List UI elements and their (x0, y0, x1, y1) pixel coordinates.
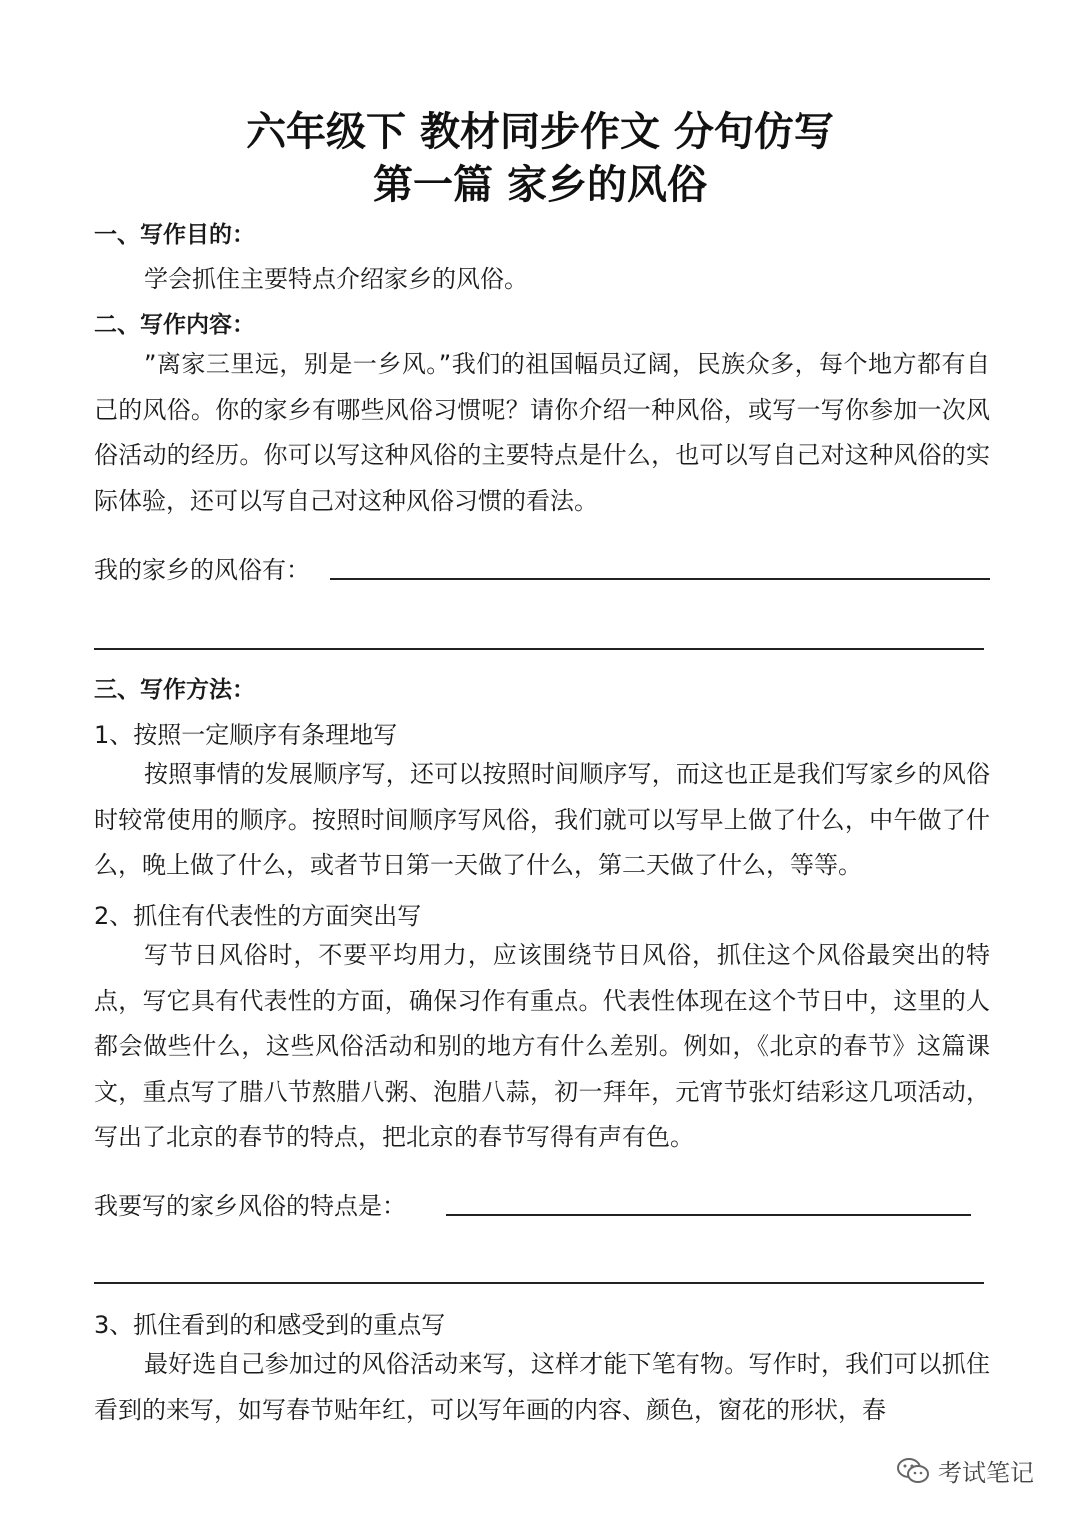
method-3-paragraph: 最好选自己参加过的风俗活动来写，这样才能下笔有物。写作时，我们可以抓住看到的来写，如写春节贴年红，可以写年画的内容、颜色，窗花的形状，春 (94, 1350, 990, 1424)
answer-line[interactable] (94, 1282, 984, 1284)
answer-line[interactable] (446, 1214, 971, 1216)
purpose-text: 学会抓住主要特点介绍家乡的风俗。 (144, 265, 528, 293)
wechat-icon (896, 1456, 930, 1486)
answer-line[interactable] (94, 648, 984, 650)
method-1-title: 1、按照一定顺序有条理地写 (94, 721, 398, 749)
watermark-text: 考试笔记 (938, 1459, 1034, 1487)
customs-prompt: 我的家乡的风俗有： (94, 556, 310, 584)
feature-prompt: 我要写的家乡风俗的特点是： (94, 1192, 406, 1220)
section-heading-method: 三、写作方法： (94, 677, 255, 703)
method-3-title: 3、抓住看到的和感受到的重点写 (94, 1311, 446, 1339)
method-2-title: 2、抓住有代表性的方面突出写 (94, 902, 422, 930)
page-subtitle: 第一篇 家乡的风俗 (373, 162, 707, 208)
method-1-paragraph: 按照事情的发展顺序写，还可以按照时间顺序写，而这也正是我们写家乡的风俗时较常使用的顺序。按照时间顺序写风俗，我们就可以写早上做了什么，中午做了什么，晚上做了什么，或者节日第一天做了什么，第二天做了什么，等等。 (94, 760, 990, 879)
section-heading-purpose: 一、写作目的： (94, 222, 255, 248)
section-heading-content: 二、写作内容： (94, 312, 255, 338)
watermark (896, 1453, 1034, 1488)
answer-line[interactable] (330, 578, 990, 580)
content-paragraph: ”离家三里远，别是一乡风。”我们的祖国幅员辽阔，民族众多，每个地方都有自己的风俗。你的家乡有哪些风俗习惯呢？请你介绍一种风俗，或写一写你参加一次风俗活动的经历。你可以写这种风俗的主要特点是什么，也可以写自己对这种风俗的实际体验，还可以写自己对这种风俗习惯的看法。 (94, 350, 990, 515)
method-2-paragraph: 写节日风俗时，不要平均用力，应该围绕节日风俗，抓住这个风俗最突出的特点，写它具有代表性的方面，确保习作有重点。代表性体现在这个节日中，这里的人都会做些什么，这些风俗活动和别的地方有什么差别。例如，《北京的春节》这篇课文，重点写了腊八节熬腊八粥、泡腊八蒜，初一拜年，元宵节张灯结彩这几项活动，写出了北京的春节的特点，把北京的春节写得有声有色。 (94, 941, 990, 1151)
page-title: 六年级下 教材同步作文 分句仿写 (246, 109, 834, 155)
